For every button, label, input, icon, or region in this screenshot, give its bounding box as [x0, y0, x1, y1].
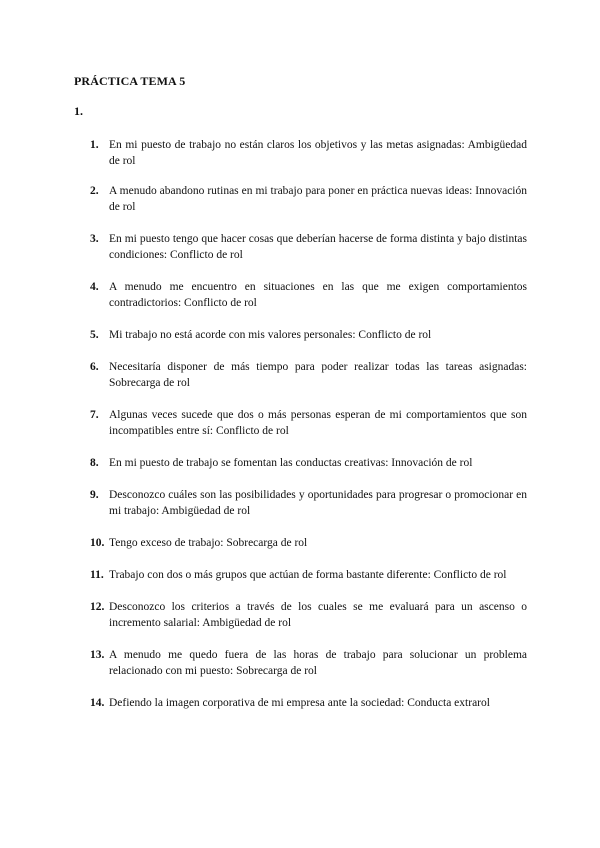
item-number: 8.: [90, 457, 99, 469]
list-item: [90, 695, 527, 711]
list-item: [90, 137, 527, 169]
item-text: En mi puesto de trabajo se fomentan las conductas creativas: Innovación de rol: [109, 457, 473, 469]
item-number: 4.: [90, 281, 99, 293]
list-item: [90, 183, 527, 215]
item-text: Necesitaría disponer de más tiempo para poder realizar todas las tareas asignadas: Sobrecarga de rol: [109, 361, 527, 389]
item-number: 10.: [90, 537, 105, 549]
list-item: [90, 279, 527, 311]
document-title: PRÁCTICA TEMA 5: [74, 74, 186, 88]
item-text: Desconozco los criterios a través de los cuales se me evaluará para un ascenso o incremento salarial: Ambigüedad de rol: [109, 601, 527, 629]
item-number: 6.: [90, 361, 99, 373]
item-number: 9.: [90, 489, 99, 501]
item-number: 11.: [90, 569, 104, 581]
item-text: Mi trabajo no está acorde con mis valores personales: Conflicto de rol: [109, 329, 432, 341]
list-item: [90, 231, 527, 263]
list-item: [90, 327, 527, 343]
item-number: 13.: [90, 649, 105, 661]
item-number: 3.: [90, 233, 99, 245]
item-number: 7.: [90, 409, 99, 421]
item-text: Algunas veces sucede que dos o más personas esperan de mi comportamientos que son incompatibles entre sí: Conflicto de rol: [109, 409, 527, 437]
list-item: [90, 359, 527, 391]
list-item: [90, 567, 527, 583]
section-number: 1.: [74, 104, 83, 118]
item-text: Desconozco cuáles son las posibilidades y oportunidades para progresar o promocionar en mi trabajo: Ambigüedad de rol: [109, 489, 527, 517]
list-item: [90, 647, 527, 679]
item-number: 12.: [90, 601, 105, 613]
item-text: Defiendo la imagen corporativa de mi empresa ante la sociedad: Conducta extrarol: [109, 697, 490, 709]
item-text: En mi puesto de trabajo no están claros los objetivos y las metas asignadas: Ambigüedad de rol: [109, 139, 527, 167]
item-text: A menudo abandono rutinas en mi trabajo para poner en práctica nuevas ideas: Innovación de rol: [109, 185, 527, 213]
item-text: Trabajo con dos o más grupos que actúan de forma bastante diferente: Conflicto de rol: [109, 569, 507, 581]
item-number: 5.: [90, 329, 99, 341]
list-item: [90, 455, 527, 471]
list-item: [90, 599, 527, 631]
item-number: 14.: [90, 697, 105, 709]
item-number: 2.: [90, 185, 99, 197]
list-item: [90, 535, 527, 551]
item-text: A menudo me quedo fuera de las horas de trabajo para solucionar un problema relacionado con mi puesto: Sobrecarga de rol: [109, 649, 527, 677]
item-text: A menudo me encuentro en situaciones en las que me exigen comportamientos contradictorios: Conflicto de rol: [109, 281, 527, 309]
item-text: Tengo exceso de trabajo: Sobrecarga de rol: [109, 537, 308, 549]
list-item: [90, 407, 527, 439]
list-item: [90, 487, 527, 519]
item-text: En mi puesto tengo que hacer cosas que deberían hacerse de forma distinta y bajo distintas condiciones: Conflicto de rol: [109, 233, 527, 261]
item-number: 1.: [90, 139, 99, 151]
